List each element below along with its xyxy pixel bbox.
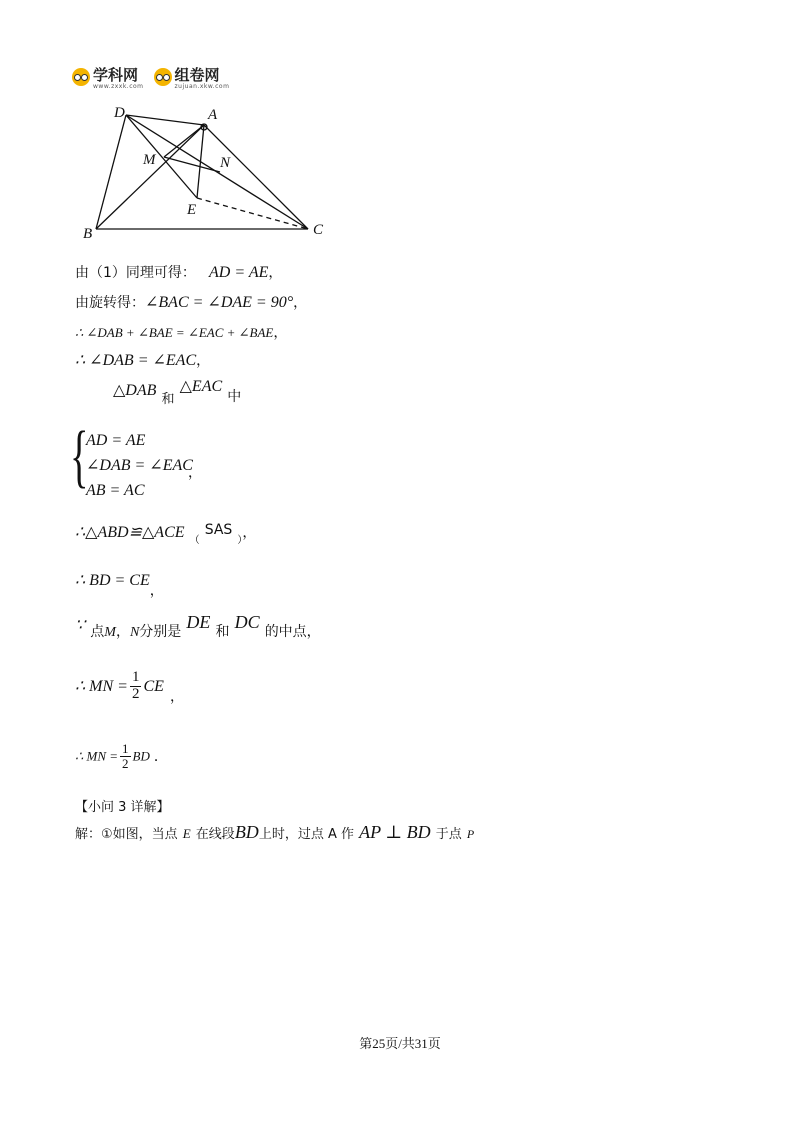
logo-zxxk: 学科网 www.zxxk.com: [72, 64, 144, 90]
line-10: ∴ MN = $\frac{1}{2}$ BD ．: [75, 741, 168, 771]
line-11: 解：①如图，当点 E 在线段BD上时，过点 A 作 AP ⊥ BD 于点 P: [75, 822, 475, 842]
segment-ae: [197, 125, 204, 198]
left-brace: {: [70, 418, 89, 495]
segment-am: [164, 125, 204, 157]
logo-zujuan: 组卷网 zujuan.xkw.com: [154, 64, 230, 90]
line-5: △DAB $_和$ △EAC 中: [113, 378, 242, 407]
segment-dc: [126, 115, 308, 229]
label-d: D: [114, 105, 125, 121]
line-6: ∴△ABD≌△ACE $_($ SAS $_)$，: [75, 522, 257, 546]
geometry-figure: [75, 100, 335, 245]
line-2: 由旋转得：∠BAC = ∠DAE = 90°，: [75, 294, 308, 311]
line-7: ∴ BD = CE，: [75, 572, 164, 599]
system-comma: ，: [188, 465, 202, 481]
label-a: A: [208, 107, 218, 123]
label-m: M: [143, 152, 156, 168]
segment-de: [126, 115, 197, 198]
segment-ec: [197, 198, 308, 229]
header-logos: [72, 64, 229, 90]
line-3: ∴ ∠DAB + ∠BAE = ∠EAC + ∠BAE，: [75, 325, 288, 341]
fraction-one-half: $\frac{1}{2}$: [122, 741, 129, 771]
line-9: ∴ MN = $\frac{1}{2}$ CE，: [75, 669, 184, 705]
owl-icon: [154, 68, 172, 86]
label-b: B: [83, 226, 93, 242]
owl-icon: [72, 68, 90, 86]
line-8: ∵ 点M，N分别是 DE 和 DC 的中点，: [75, 612, 321, 640]
segment-db: [96, 115, 126, 229]
line-1: 由（1）同理可得： AD = AE，: [75, 264, 283, 281]
segment-ac: [204, 125, 308, 229]
fraction-one-half: $\frac{1}{2}$: [131, 669, 140, 702]
label-n: N: [220, 155, 231, 171]
label-c: C: [313, 222, 324, 238]
line-4: ∴ ∠DAB = ∠EAC，: [75, 352, 211, 369]
section-heading: 【小问 3 详解】: [75, 800, 170, 815]
equation-system: AD = AE ∠DAB = ∠EAC AB = AC: [86, 432, 193, 499]
segment-da: [126, 115, 204, 125]
label-e: E: [187, 202, 197, 218]
page-footer: 第25页/共31页: [359, 1036, 441, 1051]
